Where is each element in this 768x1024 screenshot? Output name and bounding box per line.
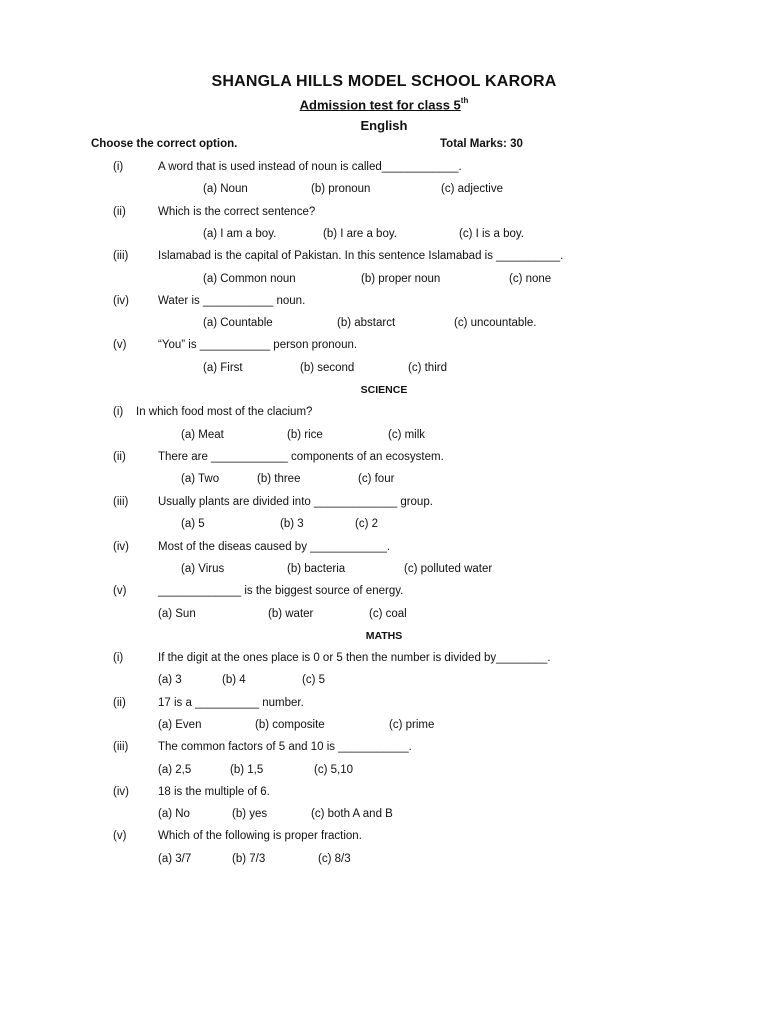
admission-title-text: Admission test for class 5 <box>299 97 461 113</box>
science-q4-text: Most of the diseas caused by ____________. <box>158 541 391 553</box>
english-q1-option-b: (b) pronoun <box>311 183 371 195</box>
maths-q5-option-a: (a) 3/7 <box>158 853 192 865</box>
science-q2-option-c: (c) four <box>358 473 395 485</box>
admission-title-sup: th <box>460 96 469 105</box>
english-q4-option-a: (a) Countable <box>203 317 273 329</box>
maths-q4-option-a: (a) No <box>158 808 190 820</box>
english-q1-number: (i) <box>113 161 124 173</box>
english-q1-option-a: (a) Noun <box>203 183 248 195</box>
science-q1-text: In which food most of the clacium? <box>136 406 313 418</box>
english-q4-option-c: (c) uncountable. <box>454 317 537 329</box>
subject-english: English <box>360 118 408 133</box>
maths-q4-text: 18 is the multiple of 6. <box>158 786 270 798</box>
english-q3-number: (iii) <box>113 250 129 262</box>
science-q5-text: _____________ is the biggest source of energy. <box>158 585 404 597</box>
maths-q2-option-a: (a) Even <box>158 719 202 731</box>
maths-q1-option-a: (a) 3 <box>158 674 182 686</box>
maths-q2-option-c: (c) prime <box>389 719 435 731</box>
maths-q2-text: 17 is a __________ number. <box>158 697 304 709</box>
english-q1-text: A word that is used instead of noun is called____________. <box>158 161 462 173</box>
science-q3-option-b: (b) 3 <box>280 518 304 530</box>
science-q4-option-b: (b) bacteria <box>287 563 346 575</box>
science-q3-number: (iii) <box>113 496 129 508</box>
science-q5-option-a: (a) Sun <box>158 608 196 620</box>
english-q3-option-a: (a) Common noun <box>203 273 296 285</box>
english-q1-option-c: (c) adjective <box>441 183 503 195</box>
maths-q5-option-b: (b) 7/3 <box>232 853 266 865</box>
maths-q1-number: (i) <box>113 652 124 664</box>
english-q5-text: “You” is ___________ person pronoun. <box>158 339 358 351</box>
instruction: Choose the correct option. <box>91 138 238 150</box>
english-q5-option-a: (a) First <box>203 362 243 374</box>
english-q3-text: Islamabad is the capital of Pakistan. In this sentence Islamabad is __________. <box>158 250 564 262</box>
maths-q1-text: If the digit at the ones place is 0 or 5 then the number is divided by________. <box>158 652 551 664</box>
maths-q4-option-b: (b) yes <box>232 808 268 820</box>
school-name: SHANGLA HILLS MODEL SCHOOL KARORA <box>211 73 557 90</box>
maths-q3-option-b: (b) 1,5 <box>230 764 264 776</box>
english-q2-option-b: (b) I are a boy. <box>323 228 397 240</box>
english-q3-option-b: (b) proper noun <box>361 273 441 285</box>
maths-q3-number: (iii) <box>113 741 129 753</box>
maths-q1-option-c: (c) 5 <box>302 674 325 686</box>
maths-q2-option-b: (b) composite <box>255 719 325 731</box>
science-q3-text: Usually plants are divided into _____________ group. <box>158 496 433 508</box>
english-q4-option-b: (b) abstarct <box>337 317 396 329</box>
english-q4-text: Water is ___________ noun. <box>158 295 306 307</box>
english-q2-text: Which is the correct sentence? <box>158 206 316 218</box>
total-marks: Total Marks: 30 <box>440 138 523 150</box>
science-q5-option-c: (c) coal <box>369 608 407 620</box>
english-q5-option-c: (c) third <box>408 362 447 374</box>
science-q2-text: There are ____________ components of an ecosystem. <box>158 451 444 463</box>
section-title-science: SCIENCE <box>360 384 408 396</box>
science-q3-option-a: (a) 5 <box>181 518 205 530</box>
section-title-maths: MATHS <box>365 630 403 642</box>
science-q3-option-c: (c) 2 <box>355 518 378 530</box>
science-q2-option-a: (a) Two <box>181 473 220 485</box>
english-q2-number: (ii) <box>113 206 126 218</box>
science-q4-option-c: (c) polluted water <box>404 563 493 575</box>
maths-q1-option-b: (b) 4 <box>222 674 246 686</box>
maths-q3-text: The common factors of 5 and 10 is ___________. <box>158 741 412 753</box>
maths-q5-text: Which of the following is proper fraction. <box>158 830 362 842</box>
science-q4-number: (iv) <box>113 541 129 553</box>
science-q5-number: (v) <box>113 585 127 597</box>
english-q3-option-c: (c) none <box>509 273 552 285</box>
maths-q5-number: (v) <box>113 830 127 842</box>
maths-q3-option-c: (c) 5,10 <box>314 764 353 776</box>
science-q5-option-b: (b) water <box>268 608 314 620</box>
maths-q4-number: (iv) <box>113 786 129 798</box>
science-q2-number: (ii) <box>113 451 126 463</box>
science-q1-option-b: (b) rice <box>287 429 323 441</box>
english-q2-option-c: (c) I is a boy. <box>459 228 524 240</box>
science-q2-option-b: (b) three <box>257 473 301 485</box>
english-q2-option-a: (a) I am a boy. <box>203 228 277 240</box>
science-q1-number: (i) <box>113 406 124 418</box>
english-q5-option-b: (b) second <box>300 362 355 374</box>
science-q4-option-a: (a) Virus <box>181 563 225 575</box>
english-q5-number: (v) <box>113 339 127 351</box>
english-q4-number: (iv) <box>113 295 129 307</box>
maths-q2-number: (ii) <box>113 697 126 709</box>
science-q1-option-c: (c) milk <box>388 429 426 441</box>
science-q1-option-a: (a) Meat <box>181 429 224 441</box>
admission-title <box>0 97 768 112</box>
maths-q3-option-a: (a) 2,5 <box>158 764 192 776</box>
maths-q5-option-c: (c) 8/3 <box>318 853 351 865</box>
maths-q4-option-c: (c) both A and B <box>311 808 393 820</box>
